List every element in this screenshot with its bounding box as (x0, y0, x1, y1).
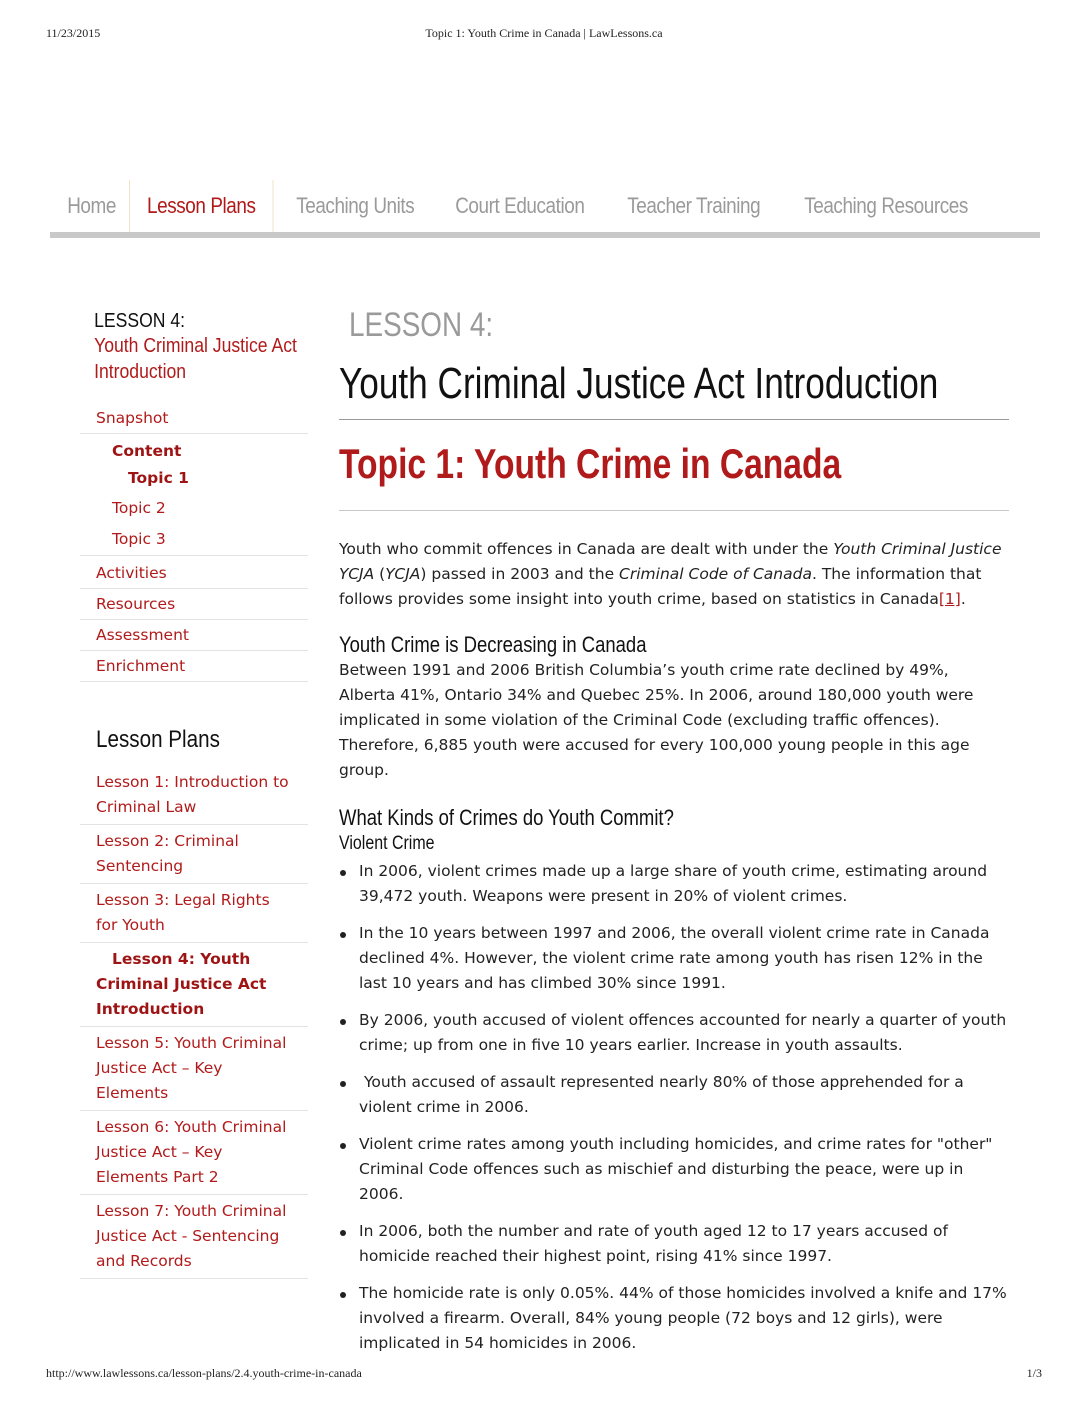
menu-snapshot[interactable]: Snapshot (80, 403, 308, 434)
nav-teacher-training[interactable]: Teacher Training (627, 193, 761, 218)
print-title: Topic 1: Youth Crime in Canada | LawLessons.ca (425, 26, 663, 40)
menu-topic-2[interactable]: Topic 2 (112, 499, 166, 517)
print-date: 11/23/2015 (46, 26, 101, 40)
intro-criminal-code: Criminal Code of Canada (619, 565, 812, 583)
intro-ycja-name: Youth Criminal Justice YCJA (339, 540, 1002, 583)
list-item-text: The homicide rate is only 0.05%. 44% of those homicides involved a knife and 17% involved a firearm. Overall, 84% young people (72 boys and 12 girls), were implicated in 54 homicides in 2006. (359, 1284, 1007, 1352)
topic-title: Topic 1: Youth Crime in Canada (339, 440, 842, 487)
menu-assessment[interactable]: Assessment (80, 620, 308, 651)
sidebar (80, 310, 308, 1279)
intro-text-5: . (960, 590, 966, 608)
decreasing-paragraph: Between 1991 and 2006 British Columbia’s youth crime rate declined by 49%, Alberta 41%, Ontario 34% and Quebec 25%. In 2006, around 180,000 youth were implicated in some violation of the Criminal Code (excluding traffic offences). Therefore, 6,885 youth were accused for every 100,000 young people in this age group. (339, 661, 974, 779)
menu-resources[interactable]: Resources (80, 589, 308, 620)
plan-lesson-1[interactable]: Lesson 1: Introduction to Criminal Law (80, 766, 308, 825)
violent-crime-heading: Violent Crime (339, 833, 435, 854)
lesson-title: Youth Criminal Justice Act Introduction (339, 359, 939, 408)
intro-text-2: ( (374, 565, 386, 583)
print-page-number: 1/3 (1026, 1366, 1042, 1380)
bullet-dot (340, 1081, 346, 1087)
list-item (339, 1132, 1009, 1207)
list-item-text: In the 10 years between 1997 and 2006, the overall violent crime rate in Canada declined 4%. However, the violent crime rate among youth has risen 12% in the last 10 years and has climbed 30% since 1991. (359, 924, 990, 992)
lesson-menu (80, 403, 308, 682)
list-item (339, 859, 1009, 909)
list-item-text: Violent crime rates among youth including homicides, and crime rates for "other" Criminal Code offences such as mischief and disturbing the peace, were up in 2006. (359, 1135, 993, 1203)
nav-teaching-resources[interactable]: Teaching Resources (804, 193, 968, 218)
plan-lesson-7[interactable]: Lesson 7: Youth Criminal Justice Act - Sentencing and Records (80, 1195, 308, 1279)
menu-content[interactable]: Content (112, 442, 182, 460)
bullet-dot (340, 1019, 346, 1025)
print-url: http://www.lawlessons.ca/lesson-plans/2.4.youth-crime-in-canada (46, 1366, 362, 1380)
title-divider (339, 419, 1009, 420)
lesson-plans-heading: Lesson Plans (96, 726, 220, 753)
sidebar-lesson-number: LESSON 4: (94, 310, 186, 332)
intro-text-4: . The information that follows provides some insight into youth crime, based on statistics in Canada (339, 565, 982, 608)
list-item-text: In 2006, violent crimes made up a large share of youth crime, estimating around 39,472 youth. Weapons were present in 20% of violent crimes. (359, 862, 988, 905)
footnote-link[interactable]: [1] (938, 590, 961, 608)
decreasing-heading: Youth Crime is Decreasing in Canada (339, 632, 647, 657)
menu-enrichment[interactable]: Enrichment (80, 651, 308, 682)
plan-lesson-5[interactable]: Lesson 5: Youth Criminal Justice Act – Key Elements (80, 1027, 308, 1111)
plan-lesson-4[interactable] (80, 943, 308, 1027)
bullet-dot (340, 870, 346, 876)
menu-topic-1[interactable]: Topic 1 (128, 469, 189, 487)
violent-crime-list (339, 859, 1009, 1356)
list-item (339, 921, 1009, 996)
list-item-text: In 2006, both the number and rate of youth aged 12 to 17 years accused of homicide reached their highest point, rising 41% since 1997. (359, 1222, 948, 1265)
nav-teaching-units[interactable]: Teaching Units (295, 193, 415, 218)
bullet-dot (340, 932, 346, 938)
lesson-label: LESSON 4: (349, 306, 494, 344)
bullet-dot (340, 1292, 346, 1298)
nav-court-education[interactable]: Court Education (455, 193, 585, 218)
intro-paragraph (339, 537, 1009, 612)
plan-lesson-2[interactable]: Lesson 2: Criminal Sentencing (80, 825, 308, 884)
menu-activities[interactable]: Activities (80, 556, 308, 589)
list-item (339, 1070, 1009, 1120)
plan-lesson-4-label: Lesson 4: Youth Criminal Justice Act Introduction (96, 950, 267, 1018)
bullet-dot (340, 1143, 346, 1149)
list-item-text: Youth accused of assault represented nearly 80% of those apprehended for a violent crime in 2006. (359, 1073, 969, 1116)
plan-lesson-6[interactable]: Lesson 6: Youth Criminal Justice Act – Key Elements Part 2 (80, 1111, 308, 1195)
nav-lesson-plans[interactable]: Lesson Plans (129, 180, 274, 232)
bullet-dot (340, 1230, 346, 1236)
topic-divider (339, 510, 1009, 511)
main-nav (50, 180, 1040, 238)
list-item (339, 1281, 1009, 1356)
menu-topic-3[interactable]: Topic 3 (80, 522, 308, 556)
main-content (339, 306, 1009, 1368)
lesson-plans-list (80, 766, 308, 1279)
sidebar-lesson-title[interactable]: Youth Criminal Justice Act Introduction (94, 335, 297, 383)
list-item (339, 1219, 1009, 1269)
plan-lesson-3[interactable]: Lesson 3: Legal Rights for Youth (80, 884, 308, 943)
kinds-heading: What Kinds of Crimes do Youth Commit? (339, 805, 674, 830)
intro-text-1: Youth who commit offences in Canada are dealt with under the (339, 540, 834, 558)
list-item (339, 1008, 1009, 1058)
nav-home[interactable]: Home (67, 193, 116, 218)
intro-text-3: ) passed in 2003 and the (420, 565, 620, 583)
list-item-text: By 2006, youth accused of violent offences accounted for nearly a quarter of youth crime; up from one in five 10 years earlier. Increase in youth assaults. (359, 1011, 1007, 1054)
intro-ycja-abbr: YCJA (385, 565, 421, 583)
